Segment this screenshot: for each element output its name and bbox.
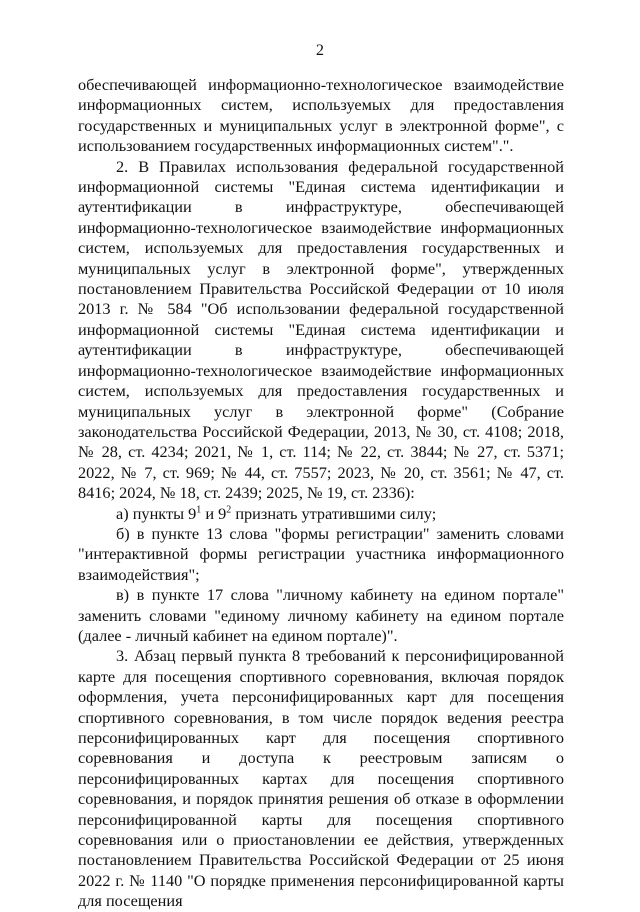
paragraph-item-2: 2. В Правилах использования федеральной государственной информационной системы "Единая система идентификации и аутентификации в инфраструктуре, обеспечивающей информационно-технологическое взаимодействие информационных систем, используемых для предоставления государственных и муниципальных услуг в электронной форме", утвержденных постановлением Правительства Российской Федерации от 10 июля 2013 г. № 584 "Об использовании федеральной государственной информационной системы "Единая система идентификации и аутентификации в инфраструктуре, обеспечивающей информационно-технологическое взаимодействие информационных систем, используемых для предоставления государственных и муниципальных услуг в электронной форме" (Собрание законодательства Российской Федерации, 2013, № 30, ст. 4108; 2018, № 28, ст. 4234; 2021, № 1, ст. 114; № 22, ст. 3844; № 27, ст. 5371; 2022, № 7, ст. 969; № 44, ст. 7557; 2023, № 20, ст. 3561; № 47, ст. 8416; 2024, № 18, ст. 2439; 2025, № 19, ст. 2336): — [78, 156, 564, 503]
paragraph-item-3: 3. Абзац первый пункта 8 требований к персонифицированной карте для посещения спортивного соревнования, включая порядок оформления, учета персонифицированных карт для посещения спортивного соревнования, в том числе порядок ведения реестра персонифицированных карт для посещения спортивного соревнования и доступа к реестровым записям о персонифицированных картах для посещения спортивного соревнования, и порядок принятия решения об отказе в оформлении персонифицированной карты для посещения спортивного соревнования или о приостановлении ее действия, утвержденных постановлением Правительства Российской Федерации от 25 июня 2022 г. № 1140 "О порядке применения персонифицированной карты для посещения — [78, 646, 564, 911]
superscript-1: 1 — [196, 504, 202, 516]
paragraph-subitem-b: б) в пункте 13 слова "формы регистрации" заменить словами "интерактивной формы регистрации участника информационного взаимодействия"; — [78, 523, 564, 584]
document-body — [78, 75, 564, 912]
paragraph-subitem-v: в) в пункте 17 слова "личному кабинету на едином портале" заменить словами "единому личному кабинету на едином портале (далее - личный кабинет на едином портале)". — [78, 585, 564, 645]
superscript-2: 2 — [226, 504, 232, 516]
paragraph-subitem-a — [78, 504, 564, 524]
subitem-a-text-start: а) пункты 9 — [116, 503, 197, 523]
paragraph-continuation: обеспечивающей информационно-технологическое взаимодействие информационных систем, используемых для предоставления государственных и муниципальных услуг в электронной форме", с использованием государственных информационных систем".". — [78, 75, 564, 156]
subitem-a-text-end: признать утратившими силу; — [231, 503, 437, 523]
subitem-a-text-middle: и 9 — [201, 503, 227, 523]
page-number: 2 — [315, 40, 325, 59]
